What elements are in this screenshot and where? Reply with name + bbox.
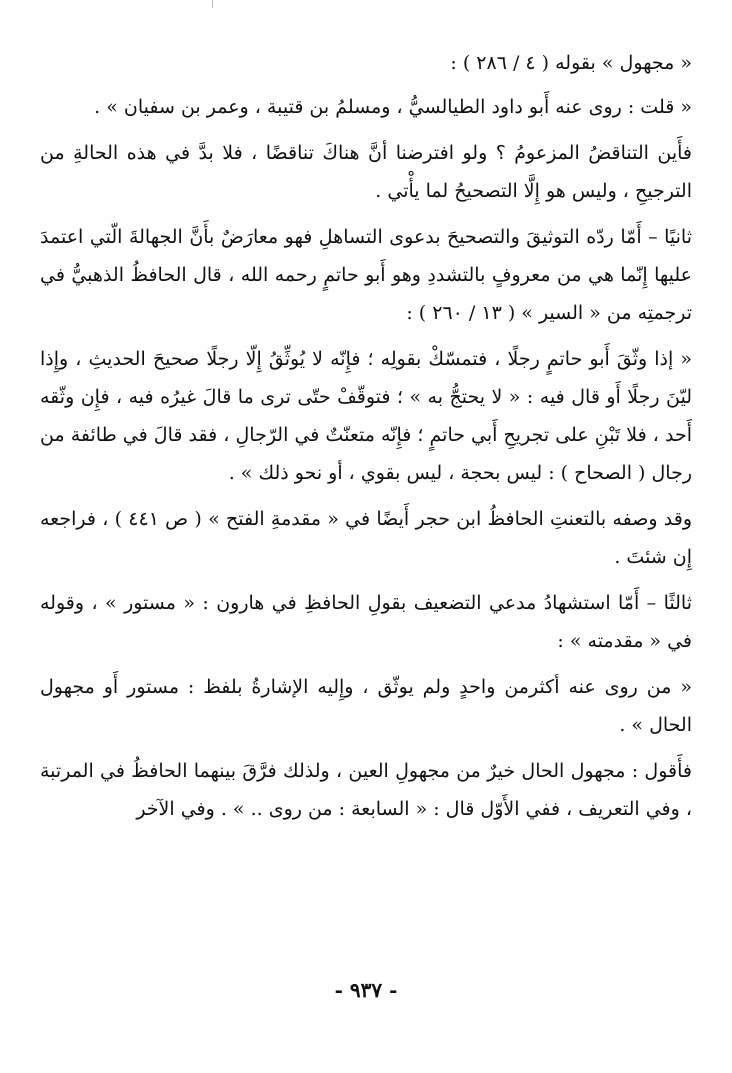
paragraph-6: وقد وصفه بالتعنتِ الحافظُ ابن حجر أَيضًا في « مقدمةِ الفتح » ( ص ٤٤١ ) ، فراجعه إِن شئتَ . [40, 508, 693, 568]
paragraph-5: « إذا وثّقَ أَبو حاتمٍ رجلًا ، فتمسّكْ بقولِه ؛ فإِنّه لا يُوثِّقُ إِلّا رجلًا صحيحَ الحديثِ ، وإِذا ليّنَ رجلًا أَو قال فيه : « لا يحتجُّ به » ؛ فتوقّفْ حتّى ترى ما قالَ غيرُه فيه ، فإِن وثّقه أَحد ، فلا تَبْنِ على تجريحِ أَبي حاتمٍ ؛ فإِنّه متعنّتٌ في الرّجالِ ، فقد قالَ في طائفة من رجال ( الصحاح ) : ليس بحجة ، ليس بقوي ، أو نحو ذلك » . [40, 348, 692, 484]
paragraph-8: « من روى عنه أكثرمن واحدٍ ولم يوثّق ، وإِليه الإشارةُ بلفظ : مستور أَو مجهول الحال » . [40, 676, 692, 736]
scan-edge-mark [212, 0, 213, 8]
paragraph-4: ثانيًا – أَمّا ردّه التوثيقَ والتصحيحَ بدعوى التساهلِ فهو معارَضٌ بأَنَّ الجهالةَ الّتي اعتمدَ عليها إِنّما هي من معروفٍ بالتشددِ وهو أَبو حاتمٍ رحمه الله ، قال الحافظُ الذهبيُّ في ترجمتِه من « السير » ( ١٣ / ٢٦٠ ) : [40, 226, 692, 324]
page-body [40, 44, 692, 836]
paragraph-2: « قلت : روى عنه أَبو داود الطيالسيُّ ، ومسلمُ بن قتيبة ، وعمر بن سفيان » . [94, 96, 692, 118]
paragraph-7: ثالثًا – أَمّا استشهادُ مدعي التضعيف بقولِ الحافظِ في هارون : « مستور » ، وقوله في « مقدمته » : [40, 592, 692, 652]
page-number: - ٩٣٧ - [334, 978, 398, 1002]
paragraph-1: « مجهول » بقوله ( ٤ / ٢٨٦ ) : [450, 52, 692, 74]
paragraph-9: فأَقول : مجهول الحال خيرٌ من مجهولِ العين ، ولذلك فرَّقَ بينهما الحافظُ في المرتبة ، وفي التعريف ، ففي الأَوّل قال : « السابعة : من روى .. » . وفي الآخر [40, 760, 692, 820]
paragraph-3: فأَين التناقضُ المزعومُ ؟ ولو افترضنا أنَّ هناكَ تناقضًا ، فلا بدَّ في هذه الحالةِ من الترجيحِ ، وليس هو إِلَّا التصحيحُ لما يأْتي . [40, 142, 692, 202]
